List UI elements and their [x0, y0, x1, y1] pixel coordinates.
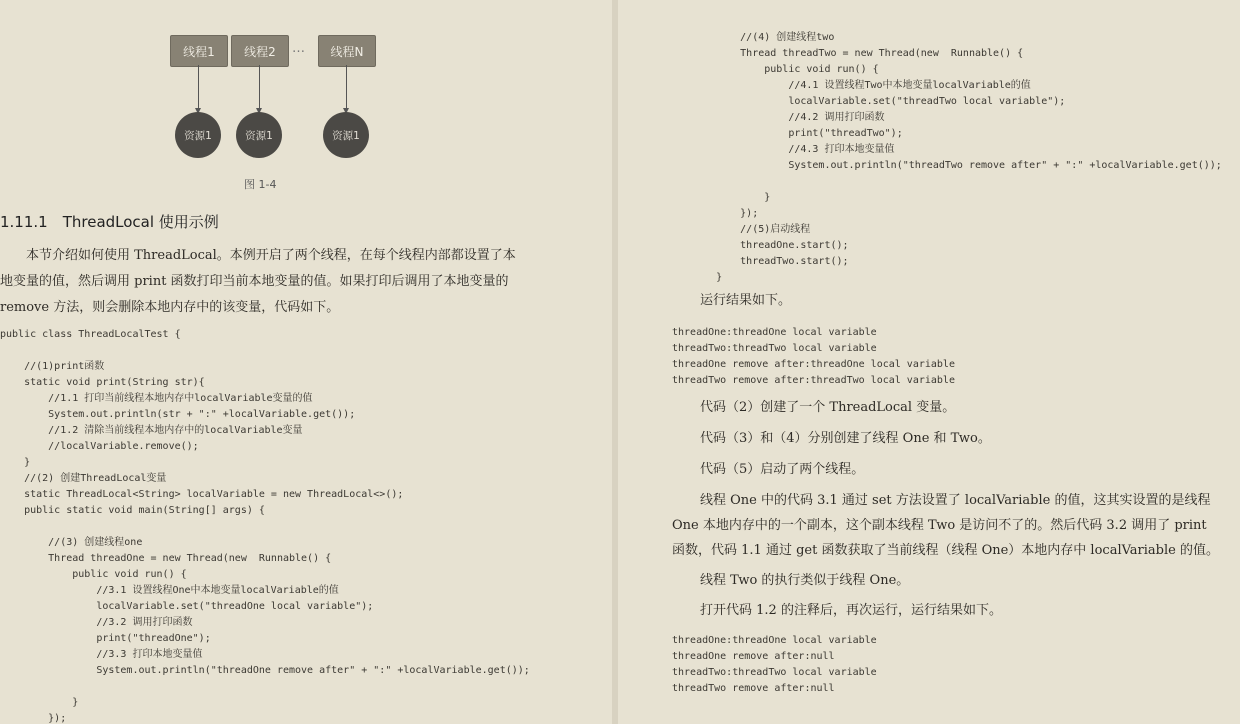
code-line: }: [0, 697, 79, 708]
explain-line-6: 打开代码 1.2 的注释后，再次运行，运行结果如下。: [700, 603, 1002, 618]
code-line: [0, 679, 530, 695]
code-line: print("threadTwo");: [692, 128, 903, 139]
left-page: [0, 0, 612, 724]
code-line: localVariable.set("threadOne local variable");: [0, 601, 374, 612]
code-line: [0, 343, 530, 359]
right-page: [618, 0, 1240, 724]
explain-para-line-1: 线程 One 中的代码 3.1 通过 set 方法设置了 localVariable 的值，这其实设置的是线程: [700, 493, 1211, 508]
section-heading: 1.11.1 ThreadLocal 使用示例: [0, 213, 219, 231]
code-line: }: [0, 457, 31, 468]
explain-line-5: 线程 Two 的执行类似于线程 One。: [700, 573, 910, 588]
code-line: threadTwo:threadTwo local variable: [672, 667, 877, 678]
code-line: public static void main(String[] args) {: [0, 505, 265, 516]
figure-ellipsis: …: [292, 41, 305, 56]
explain-para-line-2: One 本地内存中的一个副本，这个副本线程 Two 是访问不了的。然后代码 3.2 调用了 print: [672, 518, 1207, 533]
code-line: //4.2 调用打印函数: [692, 112, 885, 123]
code-line: //3.1 设置线程One中本地变量localVariable的值: [0, 585, 339, 596]
code-line: threadOne:threadOne local variable: [672, 327, 877, 338]
resource-circle-n: 资源1: [323, 112, 369, 158]
code-line: threadOne remove after:null: [672, 651, 835, 662]
code-line: public class ThreadLocalTest {: [0, 329, 181, 340]
code-line: System.out.println(str + ":" +localVariable.get());: [0, 409, 356, 420]
output-block-1: [672, 325, 955, 389]
code-line: print("threadOne");: [0, 633, 211, 644]
code-line: //localVariable.remove();: [0, 441, 199, 452]
result-intro: 运行结果如下。: [700, 293, 792, 308]
code-line: Thread threadTwo = new Thread(new Runnable() {: [692, 48, 1024, 59]
figure-caption: 图 1-4: [244, 178, 277, 191]
code-line: });: [0, 713, 67, 724]
thread-box-2: 线程2: [231, 35, 289, 67]
code-line: //3.3 打印本地变量值: [0, 649, 203, 660]
code-line: static void print(String str){: [0, 377, 205, 388]
code-line: });: [692, 208, 759, 219]
explain-para-line-3: 函数，代码 1.1 通过 get 函数获取了当前线程（线程 One）本地内存中 localVariable 的值。: [672, 543, 1219, 558]
arrow-1: [198, 65, 199, 109]
code-line: static ThreadLocal<String> localVariable = new ThreadLocal<>();: [0, 489, 404, 500]
arrow-n: [346, 65, 347, 109]
code-block-left: [0, 327, 530, 724]
code-line: threadOne:threadOne local variable: [672, 635, 877, 646]
code-line: //1.2 清除当前线程本地内存中的localVariable变量: [0, 425, 303, 436]
thread-box-1: 线程1: [170, 35, 228, 67]
intro-line-1: 本节介绍如何使用 ThreadLocal。本例开启了两个线程，在每个线程内部都设置了本: [26, 248, 516, 263]
code-line: //3.2 调用打印函数: [0, 617, 193, 628]
code-line: //(5)启动线程: [692, 224, 811, 235]
code-line: }: [692, 272, 723, 283]
explain-line-1: 代码（2）创建了一个 ThreadLocal 变量。: [700, 400, 956, 415]
code-line: threadOne.start();: [692, 240, 849, 251]
code-line: System.out.println("threadTwo remove after" + ":" +localVariable.get());: [692, 160, 1222, 171]
code-line: //4.3 打印本地变量值: [692, 144, 895, 155]
code-block-right: [692, 30, 1222, 286]
code-line: System.out.println("threadOne remove after" + ":" +localVariable.get());: [0, 665, 530, 676]
code-line: //(1)print函数: [0, 361, 105, 372]
intro-line-3: remove 方法，则会删除本地内存中的该变量，代码如下。: [0, 300, 340, 315]
output-block-2: [672, 633, 877, 697]
explain-line-3: 代码（5）启动了两个线程。: [700, 462, 865, 477]
code-line: threadTwo:threadTwo local variable: [672, 343, 877, 354]
thread-box-n: 线程N: [318, 35, 376, 67]
code-line: localVariable.set("threadTwo local variable");: [692, 96, 1066, 107]
resource-circle-2: 资源1: [236, 112, 282, 158]
code-line: [0, 519, 530, 535]
intro-line-2: 地变量的值，然后调用 print 函数打印当前本地变量的值。如果打印后调用了本地变量的: [0, 274, 509, 289]
code-line: //(4) 创建线程two: [692, 32, 835, 43]
code-line: Thread threadOne = new Thread(new Runnable() {: [0, 553, 332, 564]
code-line: threadOne remove after:threadOne local variable: [672, 359, 955, 370]
code-line: //4.1 设置线程Two中本地变量localVariable的值: [692, 80, 1031, 91]
code-line: }: [692, 192, 771, 203]
arrow-2: [259, 65, 260, 109]
code-line: public void run() {: [0, 569, 187, 580]
code-line: [692, 174, 1222, 190]
code-line: //(3) 创建线程one: [0, 537, 143, 548]
code-line: threadTwo remove after:null: [672, 683, 835, 694]
code-line: //1.1 打印当前线程本地内存中localVariable变量的值: [0, 393, 313, 404]
code-line: public void run() {: [692, 64, 879, 75]
code-line: threadTwo.start();: [692, 256, 849, 267]
resource-circle-1: 资源1: [175, 112, 221, 158]
explain-line-2: 代码（3）和（4）分别创建了线程 One 和 Two。: [700, 431, 991, 446]
code-line: threadTwo remove after:threadTwo local variable: [672, 375, 955, 386]
code-line: //(2) 创建ThreadLocal变量: [0, 473, 167, 484]
